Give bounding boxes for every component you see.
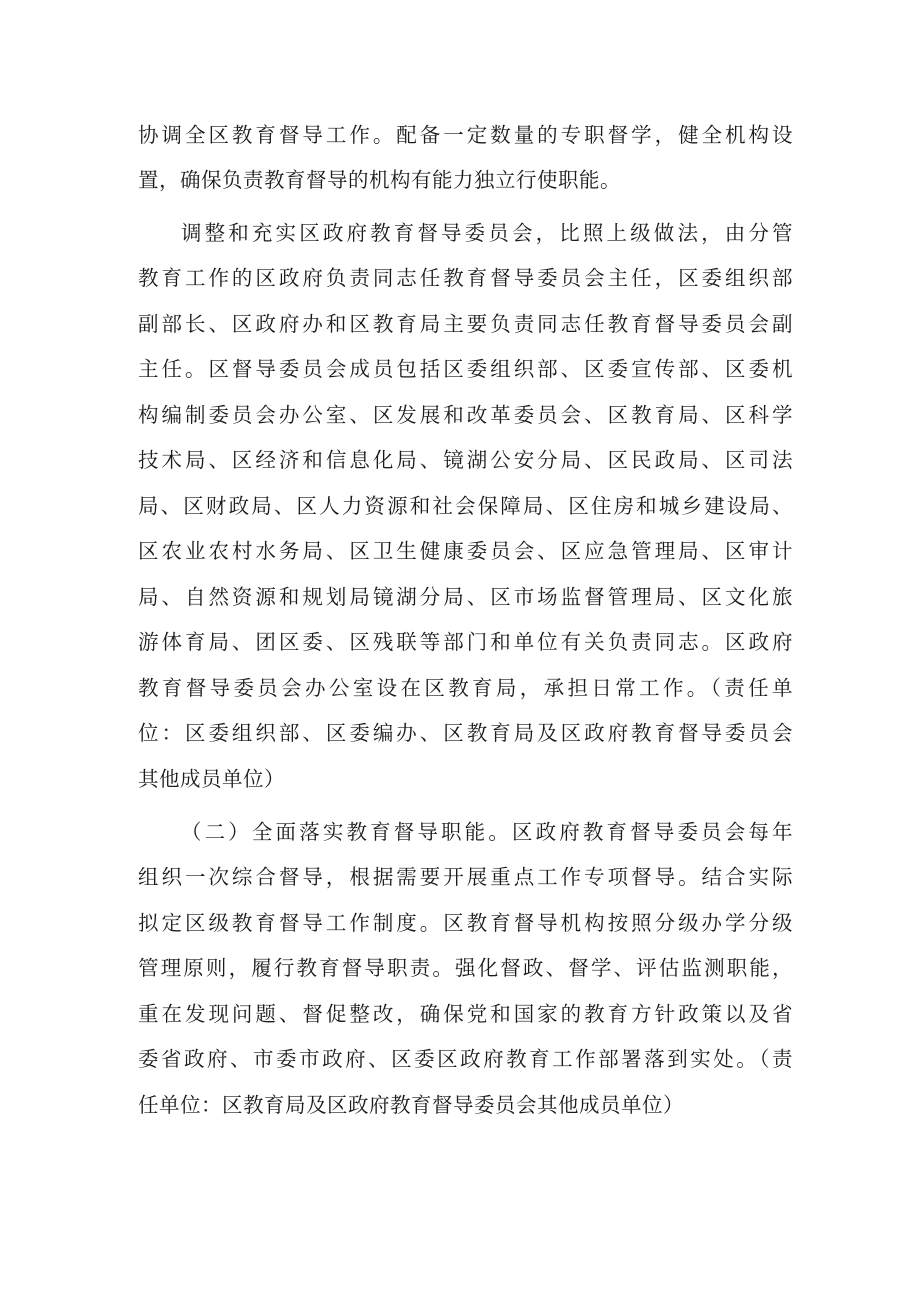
text-line: 其他成员单位）: [138, 767, 285, 791]
text-line: 位：区委组织部、区委编办、区教育局及区政府教育督导委员会: [138, 721, 793, 745]
text-line: （二）全面落实教育督导职能。区政府教育督导委员会每年: [181, 820, 793, 844]
text-line: 构编制委员会办公室、区发展和改革委员会、区教育局、区科学: [138, 403, 793, 427]
text-line: 协调全区教育督导工作。配备一定数量的专职督学，健全机构设: [138, 123, 793, 147]
text-line: 教育督导委员会办公室设在区教育局，承担日常工作。（责任单: [138, 676, 793, 700]
text-line: 区农业农村水务局、区卫生健康委员会、区应急管理局、区审计: [138, 539, 793, 563]
text-line: 技术局、区经济和信息化局、镜湖公安分局、区民政局、区司法: [138, 448, 793, 472]
text-line: 拟定区级教育督导工作制度。区教育督导机构按照分级办学分级: [138, 911, 793, 935]
text-line: 教育工作的区政府负责同志任教育督导委员会主任，区委组织部: [138, 266, 793, 290]
text-line: 任单位：区教育局及区政府教育督导委员会其他成员单位）: [138, 1093, 684, 1117]
text-line: 主任。区督导委员会成员包括区委组织部、区委宣传部、区委机: [138, 357, 793, 381]
text-line: 组织一次综合督导，根据需要开展重点工作专项督导。结合实际: [138, 865, 793, 889]
text-line: 副部长、区政府办和区教育局主要负责同志任教育督导委员会副: [138, 312, 793, 336]
text-line: 局、区财政局、区人力资源和社会保障局、区住房和城乡建设局、: [138, 494, 793, 518]
text-line: 局、自然资源和规划局镜湖分局、区市场监督管理局、区文化旅: [138, 585, 793, 609]
text-line: 管理原则，履行教育督导职责。强化督政、督学、评估监测职能，: [138, 956, 793, 980]
text-line: 重在发现问题、督促整改，确保党和国家的教育方针政策以及省: [138, 1002, 793, 1026]
text-line: 置，确保负责教育督导的机构有能力独立行使职能。: [138, 168, 621, 192]
text-line: 游体育局、团区委、区残联等部门和单位有关负责同志。区政府: [138, 630, 793, 654]
text-line: 委省政府、市委市政府、区委区政府教育工作部署落到实处。（责: [138, 1047, 793, 1071]
text-line: 调整和充实区政府教育督导委员会，比照上级做法，由分管: [181, 221, 793, 245]
